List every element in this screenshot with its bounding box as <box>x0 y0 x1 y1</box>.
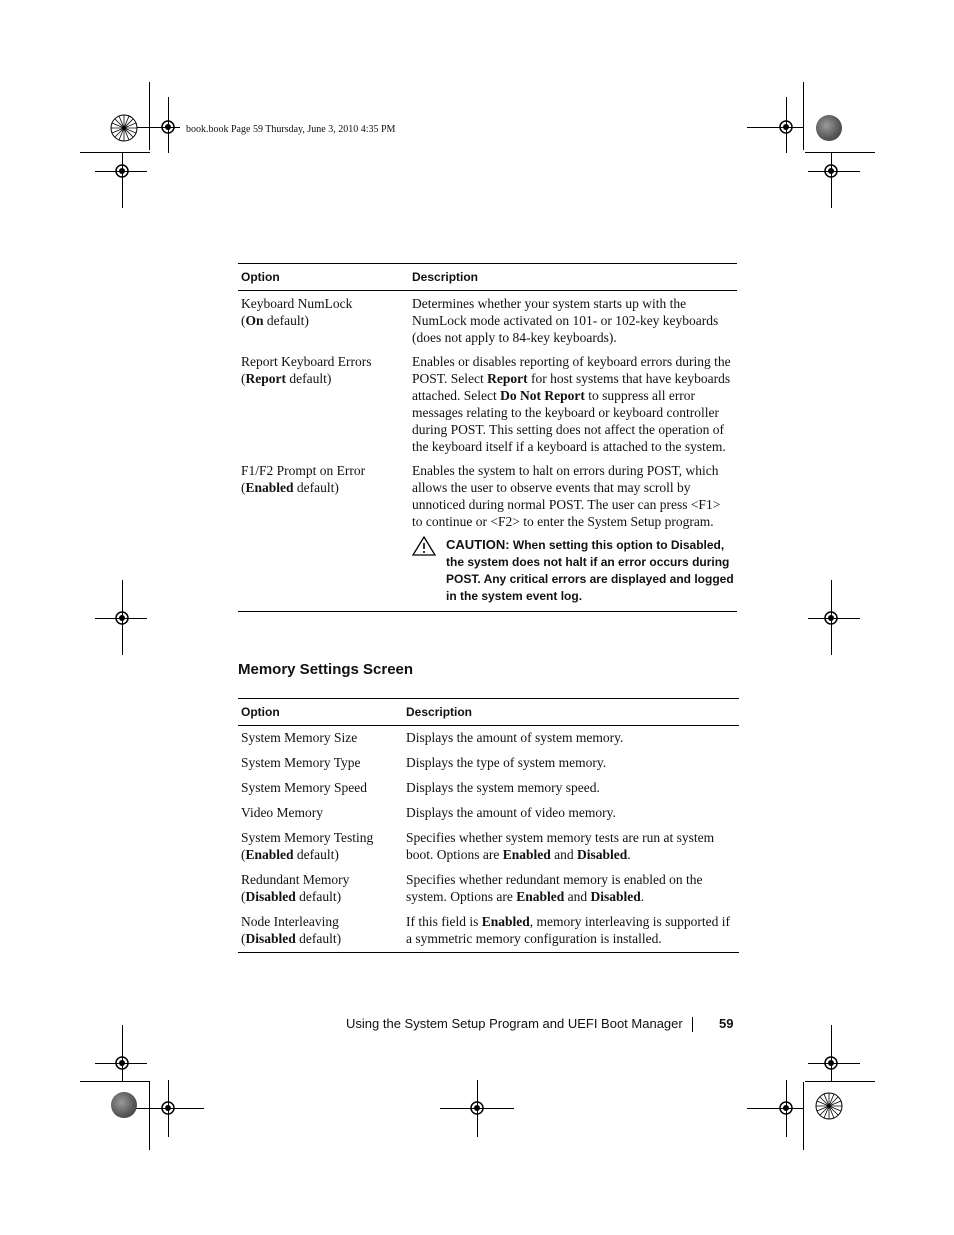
option-cell: F1/F2 Prompt on Error (Enabled default) <box>241 463 366 495</box>
registration-mark-icon <box>820 160 842 182</box>
description-cell: Specifies whether system memory tests are run at system boot. Options are Enabled and Disabled. <box>406 830 715 862</box>
option-cell: Video Memory <box>241 805 324 820</box>
option-cell: Report Keyboard Errors (Report default) <box>241 354 372 386</box>
description-cell: Displays the amount of system memory. <box>406 730 624 745</box>
option-cell: Node Interleaving (Disabled default) <box>241 914 342 946</box>
table-row <box>238 754 739 779</box>
description-text: Enables the system to halt on errors during POST, which allows the user to observe events that may scroll by unnoticed during normal POST. The user can press <F1> to continue or <F2> to enter the System Setup program. <box>412 463 721 529</box>
column-header-description: Description <box>406 705 473 719</box>
caution-text: When setting this option to Disabled, the system does not halt if an error occurs during POST. Any critical errors are displayed and logged in the system event log. <box>446 538 734 603</box>
registration-mark-icon <box>820 607 842 629</box>
option-cell: Redundant Memory (Disabled default) <box>241 872 350 904</box>
registration-mark-icon <box>111 1052 133 1074</box>
table-row <box>238 291 737 354</box>
registration-mark-icon <box>775 1097 797 1119</box>
description-cell: If this field is Enabled, memory interleaving is supported if a symmetric memory configuration is installed. <box>406 914 730 946</box>
option-cell: Keyboard NumLock (On default) <box>241 296 353 328</box>
description-cell: Displays the type of system memory. <box>406 755 607 770</box>
table-row <box>238 804 739 829</box>
table-row <box>238 829 739 871</box>
caution-triangle-icon <box>412 536 436 556</box>
description-cell: Displays the system memory speed. <box>406 780 600 795</box>
page-number: 59 <box>719 1016 734 1031</box>
registration-mark-icon <box>775 116 797 138</box>
caution-label: CAUTION: <box>446 537 510 552</box>
registration-mark-icon <box>157 116 179 138</box>
registration-mark-icon <box>466 1097 488 1119</box>
table-row <box>238 726 739 755</box>
table-row <box>238 353 737 462</box>
option-cell: System Memory Type <box>241 755 361 770</box>
column-header-option: Option <box>241 270 280 284</box>
description-cell: Enables or disables reporting of keyboard errors during the POST. Select Report for host systems that have keyboards attached. Select Do Not Report to suppress all error messages relating to the keyboard or keyboard controller during POST. This setting does not affect the operation of the keyboard itself if a keyboard is attached to the system. <box>412 354 731 454</box>
table-row <box>238 871 739 913</box>
table-row <box>238 462 737 612</box>
table-header-row <box>238 264 737 291</box>
registration-mark-icon <box>157 1097 179 1119</box>
registration-mark-icon <box>820 1052 842 1074</box>
description-cell: Specifies whether redundant memory is enabled on the system. Options are Enabled and Disabled. <box>406 872 703 904</box>
keyboard-options-table <box>238 263 737 612</box>
table-header-row <box>238 699 739 726</box>
footer-chapter-title: Using the System Setup Program and UEFI Boot Manager <box>346 1016 683 1031</box>
gray-disc-icon <box>111 1092 137 1118</box>
header-stamp: book.book Page 59 Thursday, June 3, 2010 4:35 PM <box>186 124 396 135</box>
memory-settings-table <box>238 698 739 953</box>
footer-separator <box>692 1017 693 1032</box>
color-rosette-icon <box>815 1092 843 1120</box>
option-cell: System Memory Testing (Enabled default) <box>241 830 374 862</box>
table-row <box>238 913 739 953</box>
registration-mark-icon <box>111 607 133 629</box>
gray-disc-icon <box>816 115 842 141</box>
column-header-description: Description <box>412 270 479 284</box>
section-title: Memory Settings Screen <box>238 661 414 678</box>
description-cell: Determines whether your system starts up with the NumLock mode activated on 101- or 102-key keyboards (does not apply to 84-key keyboards). <box>412 296 719 345</box>
table-row <box>238 779 739 804</box>
description-cell <box>409 462 737 612</box>
registration-mark-icon <box>111 160 133 182</box>
option-cell: System Memory Size <box>241 730 358 745</box>
color-rosette-icon <box>110 114 138 142</box>
column-header-option: Option <box>241 705 280 719</box>
caution-note <box>412 536 734 605</box>
option-cell: System Memory Speed <box>241 780 367 795</box>
description-cell: Displays the amount of video memory. <box>406 805 616 820</box>
